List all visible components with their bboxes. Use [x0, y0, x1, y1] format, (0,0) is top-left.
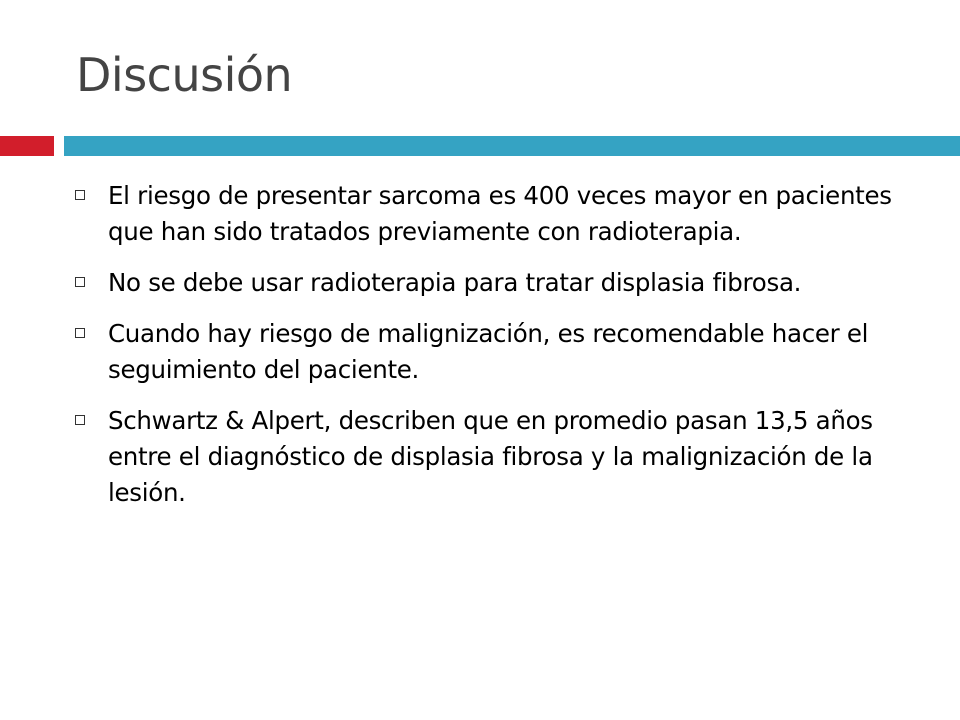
accent-bar-blue	[64, 136, 960, 156]
square-bullet-icon	[75, 277, 85, 287]
bullet-item	[72, 265, 924, 301]
square-bullet-icon	[75, 328, 85, 338]
bullet-text: Cuando hay riesgo de malignización, es recomendable hacer el seguimiento del paciente.	[108, 319, 869, 384]
bullet-text: El riesgo de presentar sarcoma es 400 veces mayor en pacientes que han sido tratados previamente con radioterapia.	[108, 181, 892, 246]
bullet-list	[72, 178, 924, 526]
bullet-text: Schwartz & Alpert, describen que en promedio pasan 13,5 años entre el diagnóstico de displasia fibrosa y la malignización de la lesión.	[108, 406, 873, 507]
square-bullet-icon	[75, 415, 85, 425]
square-bullet-icon	[75, 190, 85, 200]
slide-title: Discusión	[76, 48, 293, 102]
accent-bar-red	[0, 136, 54, 156]
bullet-item	[72, 178, 924, 250]
bullet-text: No se debe usar radioterapia para tratar displasia fibrosa.	[108, 268, 802, 297]
bullet-item	[72, 316, 924, 388]
bullet-item	[72, 403, 924, 511]
